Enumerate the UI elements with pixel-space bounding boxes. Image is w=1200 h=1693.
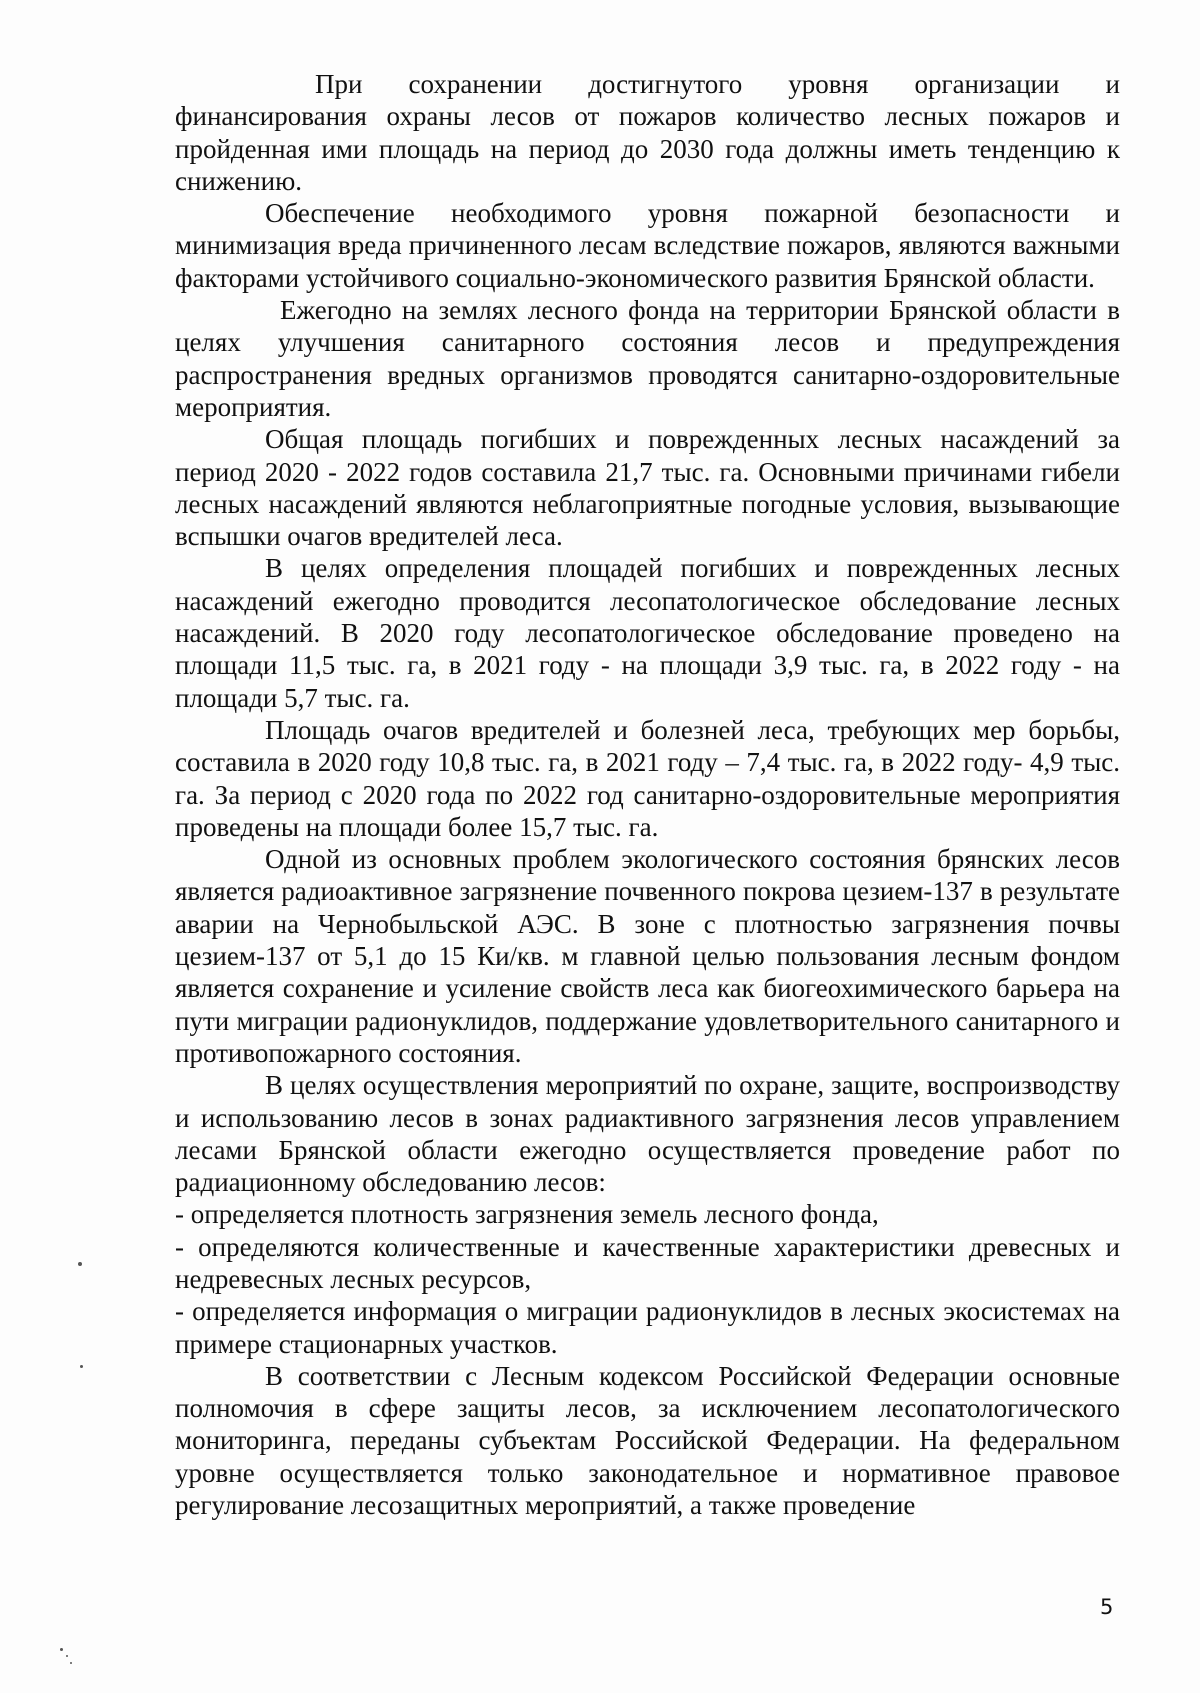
list-item-density: - определяется плотность загрязнения земель лесного фонда, xyxy=(175,1199,879,1230)
scan-speck xyxy=(80,1365,83,1368)
list-item-migration: - определяется информация о миграции радионуклидов в лесных экосистемах на примере стационарных участков. xyxy=(175,1296,1120,1359)
scan-speck xyxy=(66,1655,68,1657)
paragraph-fire-trend: При сохранении достигнутого уровня организации и финансирования охраны лесов от пожаров количество лесных пожаров и пройденная ими площадь на период до 2030 года должны иметь тенденцию к снижению. xyxy=(175,69,1120,196)
paragraph-fire-safety: Обеспечение необходимого уровня пожарной безопасности и минимизация вреда причиненного лесам вследствие пожаров, являются важными факторами устойчивого социально-экономического развития Брянской области. xyxy=(175,198,1120,293)
paragraph-sanitary-measures: Ежегодно на землях лесного фонда на территории Брянской области в целях улучшения санитарного состояния лесов и предупреждения распространения вредных организмов проводятся санитарно-оздоровительные мероприятия. xyxy=(175,295,1120,422)
scan-speck xyxy=(70,1662,72,1664)
list-item-resources: - определяются количественные и качественные характеристики древесных и недревесных лесных ресурсов, xyxy=(175,1231,1120,1294)
body-text xyxy=(175,68,1120,1521)
paragraph-forest-survey: В целях определения площадей погибших и поврежденных лесных насаждений ежегодно проводится лесопатологическое обследование лесных насаждений. В 2020 году лесопатологическое обследование проведено на площади 11,5 тыс. га, в 2021 году - на площади 3,9 тыс. га, в 2022 году - на площади 5,7 тыс. га. xyxy=(175,553,1120,713)
page-number: 5 xyxy=(1100,1595,1114,1619)
paragraph-damaged-area: Общая площадь погибших и поврежденных лесных насаждений за период 2020 - 2022 годов составила 21,7 тыс. га. Основными причинами гибели лесных насаждений являются неблагоприятные погодные условия, вызывающие вспышки очагов вредителей леса. xyxy=(175,424,1120,552)
paragraph-radiation-survey: В целях осуществления мероприятий по охране, защите, воспроизводству и использованию лесов в зонах радиактивного загрязнения лесов управлением лесами Брянской области ежегодно осуществляется проведение работ по радиационному обследованию лесов: xyxy=(175,1070,1120,1198)
paragraph-pest-foci: Площадь очагов вредителей и болезней леса, требующих мер борьбы, составила в 2020 году 10,8 тыс. га, в 2021 году – 7,4 тыс. га, в 2022 году- 4,9 тыс. га. За период с 2020 года по 2022 год санитарно-оздоровительные мероприятия проведены на площади более 15,7 тыс. га. xyxy=(175,714,1120,842)
scan-speck xyxy=(78,1262,82,1266)
paragraph-radioactive-contamination: Одной из основных проблем экологического состояния брянских лесов является радиоактивное загрязнение почвенного покрова цезием-137 в результате аварии на Чернобыльской АЭС. В зоне с плотностью загрязнения почвы цезием-137 от 5,1 до 15 Ки/кв. м главной целью пользования лесным фондом является сохранение и усиление свойств леса как биогеохимического барьера на пути миграции радионуклидов, поддержание удовлетворительного санитарного и противопожарного состояния. xyxy=(175,844,1120,1068)
paragraph-forest-code: В соответствии с Лесным кодексом Российской Федерации основные полномочия в сфере защиты лесов, за исключением лесопатологического мониторинга, переданы субъектам Российской Федерации. На федеральном уровне осуществляется только законодательное и нормативное правовое регулирование лесозащитных мероприятий, а также проведение xyxy=(175,1360,1120,1521)
scan-speck xyxy=(60,1648,63,1651)
